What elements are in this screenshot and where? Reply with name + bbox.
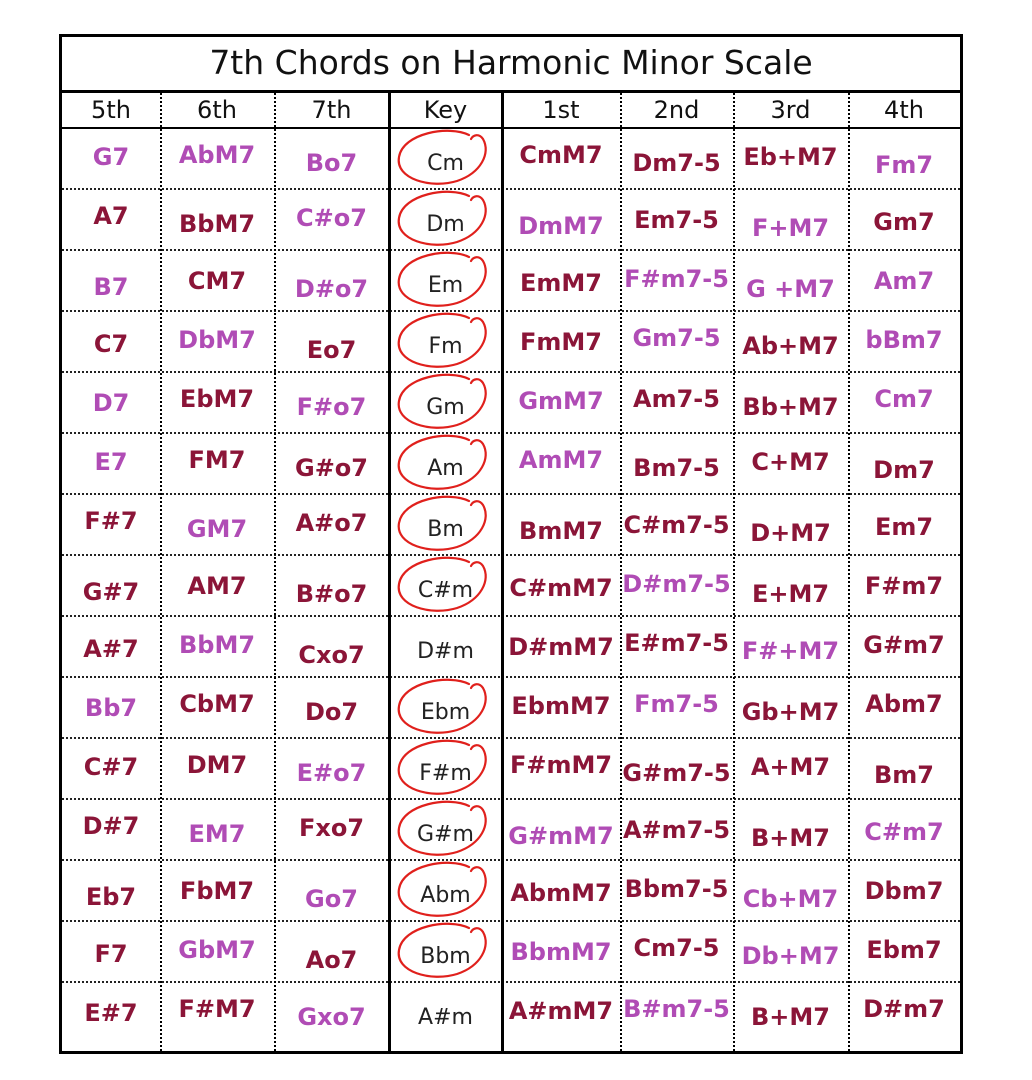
chord-cell-3rd: Db+M7 xyxy=(741,942,840,970)
chord-cell-6th: GM7 xyxy=(186,515,248,543)
key-cell: Am xyxy=(389,434,502,493)
chord-cell-1st: EmM7 xyxy=(520,269,602,297)
chord-cell-3rd: Bb+M7 xyxy=(742,393,839,421)
key-cell: Gm xyxy=(389,373,502,432)
chord-cell-4th: Abm7 xyxy=(865,690,943,718)
chord-cell-3rd: Gb+M7 xyxy=(741,698,840,726)
chord-cell-1st: AbmM7 xyxy=(510,879,612,907)
header-7th: 7th xyxy=(311,96,352,124)
column-divider xyxy=(274,93,276,1051)
chord-cell-5th: F7 xyxy=(94,940,128,968)
column-divider xyxy=(733,93,735,1051)
chord-cell-3rd: Ab+M7 xyxy=(742,332,839,360)
chord-cell-6th: AbM7 xyxy=(178,141,256,169)
chord-cell-1st: A#mM7 xyxy=(508,997,614,1025)
chord-cell-1st: C#mM7 xyxy=(509,574,613,602)
chord-cell-6th: CM7 xyxy=(187,267,247,295)
chord-cell-5th: C#7 xyxy=(83,753,139,781)
chord-cell-2nd: B#m7-5 xyxy=(623,995,730,1023)
chord-cell-1st: GmM7 xyxy=(518,387,604,415)
chord-cell-7th: Gxo7 xyxy=(297,1003,366,1031)
chord-cell-2nd: C#m7-5 xyxy=(623,511,730,539)
chord-cell-1st: G#mM7 xyxy=(508,822,614,850)
chord-cell-5th: B7 xyxy=(93,273,129,301)
chord-cell-5th: D#7 xyxy=(82,812,140,840)
chord-cell-3rd: A+M7 xyxy=(750,753,831,781)
header-3rd: 3rd xyxy=(770,96,811,124)
table-row xyxy=(62,495,960,556)
table-body xyxy=(62,129,960,1054)
chord-cell-5th: E#7 xyxy=(84,999,138,1027)
chord-cell-6th: CbM7 xyxy=(179,690,255,718)
chord-cell-2nd: G#m7-5 xyxy=(622,759,731,787)
chord-cell-5th: E7 xyxy=(94,448,128,476)
chord-cell-6th: BbM7 xyxy=(178,210,256,238)
key-cell: Ebm xyxy=(389,678,502,737)
key-cell: A#m xyxy=(418,1005,473,1030)
chord-cell-1st: D#mM7 xyxy=(508,633,614,661)
chord-cell-1st: BbmM7 xyxy=(510,938,612,966)
chord-cell-2nd: Bbm7-5 xyxy=(624,875,729,903)
chord-cell-7th: Eo7 xyxy=(306,336,357,364)
chord-cell-7th: G#o7 xyxy=(295,454,368,482)
chord-cell-4th: Gm7 xyxy=(873,208,935,236)
table-title: 7th Chords on Harmonic Minor Scale xyxy=(62,37,960,93)
chord-cell-5th: G#7 xyxy=(82,578,140,606)
chord-cell-3rd: Cb+M7 xyxy=(742,885,839,913)
table-row xyxy=(62,373,960,434)
chord-cell-4th: D#m7 xyxy=(863,995,945,1023)
table-row xyxy=(62,312,960,373)
chord-cell-6th: BbM7 xyxy=(178,631,256,659)
chord-cell-4th: Ebm7 xyxy=(866,936,942,964)
chord-cell-3rd: B+M7 xyxy=(751,824,830,852)
chord-cell-4th: Fm7 xyxy=(874,151,934,179)
chord-cell-4th: bBm7 xyxy=(865,326,943,354)
table-row xyxy=(62,739,960,800)
key-cell: F#m xyxy=(389,739,502,798)
key-cell: C#m xyxy=(389,556,502,615)
chord-cell-7th: A#o7 xyxy=(295,509,368,537)
chord-cell-7th: Bo7 xyxy=(305,149,358,177)
chord-cell-1st: BmM7 xyxy=(519,517,603,545)
chord-cell-2nd: E#m7-5 xyxy=(624,629,729,657)
chord-cell-2nd: D#m7-5 xyxy=(622,570,731,598)
column-divider xyxy=(620,93,622,1051)
header-1st: 1st xyxy=(542,96,580,124)
chord-cell-7th: B#o7 xyxy=(295,580,368,608)
key-cell: Abm xyxy=(389,861,502,920)
chord-cell-7th: F#o7 xyxy=(296,393,367,421)
column-divider xyxy=(848,93,850,1051)
table-row xyxy=(62,190,960,251)
chord-cell-4th: Em7 xyxy=(874,513,934,541)
chord-cell-6th: EbM7 xyxy=(179,385,255,413)
chord-cell-4th: Dbm7 xyxy=(864,877,944,905)
chord-cell-1st: AmM7 xyxy=(518,446,604,474)
table-row xyxy=(62,861,960,922)
chord-cell-5th: C7 xyxy=(93,330,129,358)
key-cell: Cm xyxy=(389,129,502,188)
chord-cell-5th: A#7 xyxy=(83,635,139,663)
header-5th: 5th xyxy=(91,96,131,124)
chord-cell-1st: EbmM7 xyxy=(511,692,611,720)
chord-cell-1st: DmM7 xyxy=(518,212,604,240)
chord-cell-7th: D#o7 xyxy=(294,275,369,303)
chord-cell-6th: AM7 xyxy=(187,572,247,600)
chord-cell-3rd: G +M7 xyxy=(746,275,835,303)
table-row xyxy=(62,617,960,678)
header-4th: 4th xyxy=(884,96,924,124)
chord-cell-5th: F#7 xyxy=(84,507,138,535)
chord-cell-4th: G#m7 xyxy=(863,631,945,659)
chord-cell-2nd: Bm7-5 xyxy=(633,454,720,482)
chord-cell-3rd: F#+M7 xyxy=(741,637,840,665)
chord-cell-2nd: Dm7-5 xyxy=(632,149,721,177)
header-key: Key xyxy=(423,96,468,124)
chord-cell-7th: Ao7 xyxy=(305,946,358,974)
chord-cell-6th: DM7 xyxy=(186,751,248,779)
key-cell: Fm xyxy=(389,312,502,371)
chord-cell-3rd: F+M7 xyxy=(751,214,830,242)
chord-cell-4th: Cm7 xyxy=(874,385,934,413)
chord-cell-3rd: E+M7 xyxy=(751,580,830,608)
key-cell: Bm xyxy=(389,495,502,554)
chord-cell-1st: CmM7 xyxy=(519,141,603,169)
chord-cell-6th: FbM7 xyxy=(179,877,255,905)
table-row xyxy=(62,922,960,983)
chord-cell-6th: GbM7 xyxy=(178,936,256,964)
table-row xyxy=(62,983,960,1044)
column-divider xyxy=(160,93,162,1051)
chord-cell-2nd: Cm7-5 xyxy=(633,934,720,962)
key-column-border xyxy=(388,93,391,1051)
header-6th: 6th xyxy=(197,96,237,124)
chord-cell-2nd: Am7-5 xyxy=(633,385,720,413)
chord-cell-5th: Eb7 xyxy=(85,883,137,911)
chord-cell-1st: FmM7 xyxy=(520,328,602,356)
key-cell: Bbm xyxy=(389,922,502,981)
table-row xyxy=(62,434,960,495)
table-row xyxy=(62,251,960,312)
chord-cell-6th: F#M7 xyxy=(178,995,256,1023)
chord-cell-5th: A7 xyxy=(93,202,129,230)
chord-cell-5th: G7 xyxy=(92,143,130,171)
key-cell: D#m xyxy=(417,639,474,664)
chord-cell-5th: Bb7 xyxy=(84,694,138,722)
chord-cell-6th: DbM7 xyxy=(178,326,256,354)
table-row xyxy=(62,678,960,739)
chord-cell-6th: FM7 xyxy=(188,446,246,474)
chord-cell-4th: Bm7 xyxy=(874,761,934,789)
chord-cell-7th: E#o7 xyxy=(296,759,367,787)
chord-cell-4th: F#m7 xyxy=(864,572,944,600)
table-row xyxy=(62,556,960,617)
chord-cell-7th: C#o7 xyxy=(296,204,367,232)
chord-cell-7th: Cxo7 xyxy=(298,641,365,669)
chord-table xyxy=(59,34,963,1054)
chord-cell-5th: D7 xyxy=(92,389,130,417)
key-cell: Dm xyxy=(389,190,502,249)
header-2nd: 2nd xyxy=(653,96,700,124)
key-column-border xyxy=(501,93,504,1051)
chord-cell-3rd: B+M7 xyxy=(751,1003,830,1031)
chord-cell-7th: Go7 xyxy=(305,885,358,913)
chord-cell-6th: EM7 xyxy=(188,820,246,848)
chord-cell-3rd: D+M7 xyxy=(750,519,831,547)
header-row xyxy=(62,93,960,129)
chord-cell-1st: F#mM7 xyxy=(509,751,613,779)
table-row xyxy=(62,129,960,190)
key-cell: Em xyxy=(389,251,502,310)
table-row xyxy=(62,800,960,861)
chord-cell-4th: Am7 xyxy=(873,267,935,295)
chord-cell-2nd: F#m7-5 xyxy=(624,265,729,293)
chord-cell-2nd: Fm7-5 xyxy=(634,690,719,718)
chord-cell-2nd: Em7-5 xyxy=(634,206,719,234)
chord-cell-4th: Dm7 xyxy=(873,456,935,484)
chord-cell-2nd: A#m7-5 xyxy=(622,816,731,844)
chord-cell-3rd: C+M7 xyxy=(751,448,830,476)
chord-cell-7th: Fxo7 xyxy=(298,814,365,842)
chord-cell-7th: Do7 xyxy=(304,698,359,726)
chord-cell-4th: C#m7 xyxy=(864,818,944,846)
key-cell: G#m xyxy=(389,800,502,859)
chord-cell-2nd: Gm7-5 xyxy=(632,324,721,352)
chord-cell-3rd: Eb+M7 xyxy=(743,143,838,171)
